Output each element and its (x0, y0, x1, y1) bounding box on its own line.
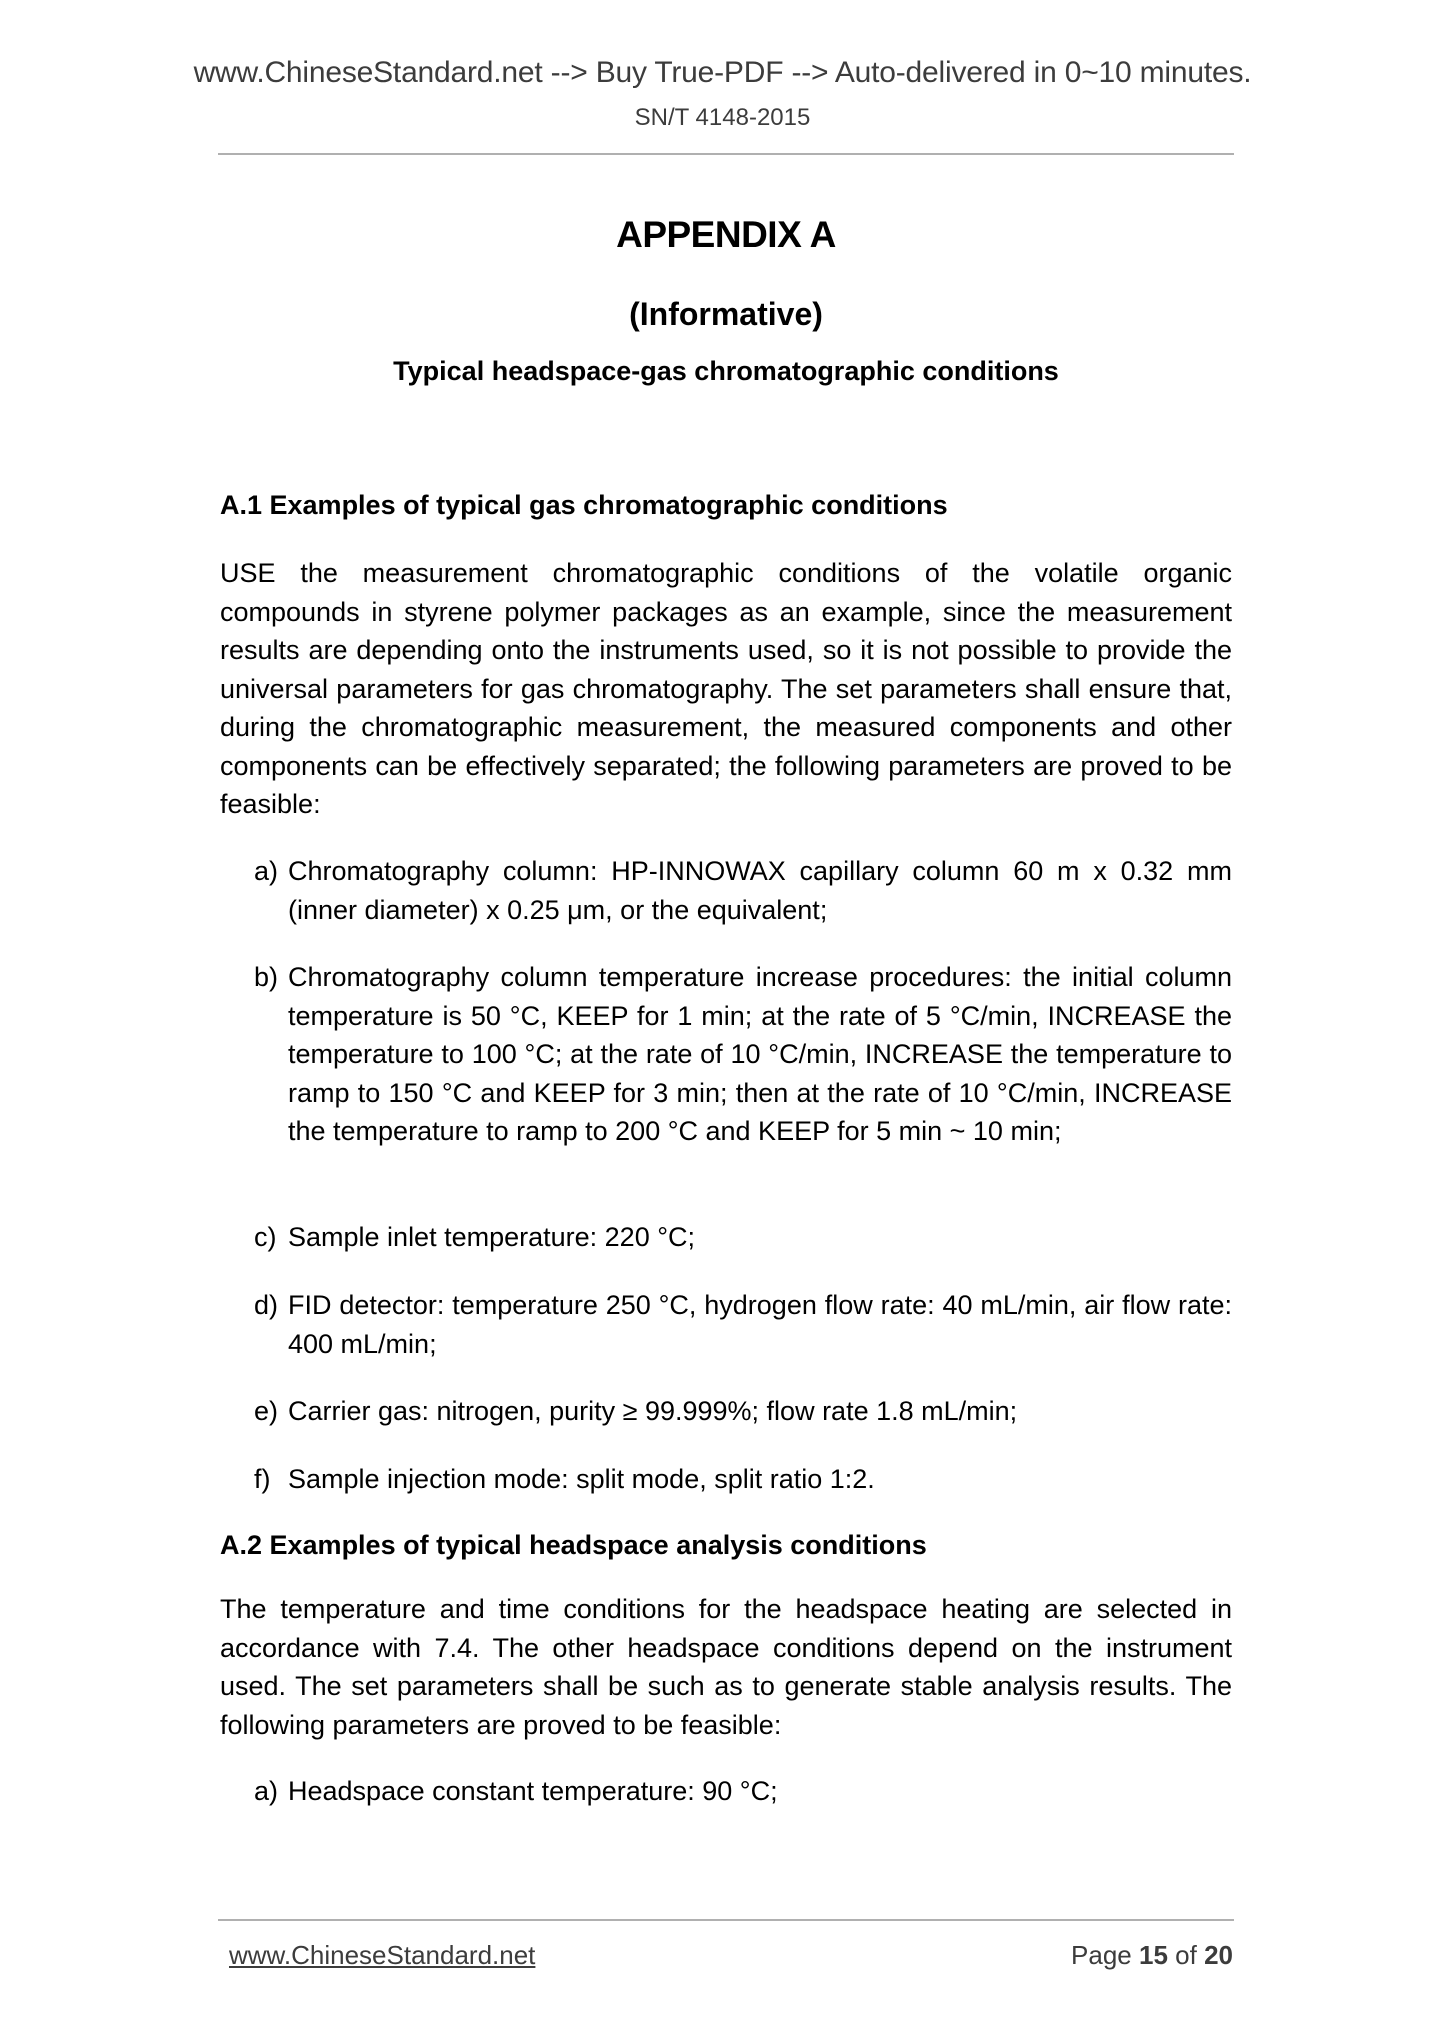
list-text: Headspace constant temperature: 90 °C; (288, 1776, 778, 1806)
page-of: of (1175, 1940, 1197, 1970)
footer-website-link[interactable]: www.ChineseStandard.net (229, 1940, 536, 1970)
footer-divider (218, 1919, 1234, 1921)
list-marker: f) (254, 1464, 271, 1494)
appendix-caption: Typical headspace-gas chromatographic conditions (393, 356, 1059, 386)
page-total: 20 (1204, 1940, 1233, 1970)
list-marker: e) (254, 1396, 279, 1426)
list-item-a1-d (254, 1286, 1232, 1363)
page-prefix: Page (1071, 1940, 1132, 1970)
list-marker: a) (254, 856, 279, 886)
list-text: Chromatography column temperature increase procedures: the initial column temperature is 50 °C, KEEP for 1 min; at the rate of 5 °C/min, INCREASE the temperature to 100 °C; at the rate of 10 °C/min, INCREASE the temperature to ramp to 150 °C and KEEP for 3 min; then at the rate of 10 °C/min, INCREASE the temperature to ramp to 200 °C and KEEP for 5 min ~ 10 min; (288, 962, 1232, 1146)
header-banner: www.ChineseStandard.net --> Buy True-PDF --> Auto-delivered in 0~10 minutes. (193, 56, 1252, 89)
list-text: Chromatography column: HP-INNOWAX capillary column 60 m x 0.32 mm (inner diameter) x 0.25 μm, or the equivalent; (288, 856, 1232, 925)
document-id: SN/T 4148-2015 (634, 104, 811, 131)
list-text: Carrier gas: nitrogen, purity ≥ 99.999%; flow rate 1.8 mL/min; (288, 1396, 1018, 1426)
list-text: Sample injection mode: split mode, split ratio 1:2. (288, 1464, 875, 1494)
list-item-a1-c (254, 1218, 1232, 1257)
header-divider (218, 153, 1234, 155)
list-text: Sample inlet temperature: 220 °C; (288, 1222, 696, 1252)
list-marker: b) (254, 962, 279, 992)
section-paragraph-a1: USE the measurement chromatographic conditions of the volatile organic compounds in styrene polymer packages as an example, since the measurement results are depending onto the instruments used, so it is not possible to provide the universal parameters for gas chromatography. The set parameters shall ensure that, during the chromatographic measurement, the measured components and other components can be effectively separated; the following parameters are proved to be feasible: (220, 558, 1232, 819)
list-item-a1-f (254, 1460, 1232, 1499)
list-marker: c) (254, 1222, 277, 1252)
section-heading-a2: A.2 Examples of typical headspace analysis conditions (220, 1530, 927, 1560)
page-number (1071, 1940, 1233, 1971)
appendix-subtitle: (Informative) (629, 296, 823, 332)
section-heading-a1: A.1 Examples of typical gas chromatographic conditions (220, 490, 948, 520)
list-item-a2-a (254, 1772, 1232, 1811)
list-item-a1-a (254, 852, 1232, 929)
list-marker: d) (254, 1290, 279, 1320)
appendix-title: APPENDIX A (616, 214, 836, 255)
list-marker: a) (254, 1776, 279, 1806)
list-item-a1-b (254, 958, 1232, 1151)
list-item-a1-e (254, 1392, 1232, 1431)
list-text: FID detector: temperature 250 °C, hydrogen flow rate: 40 mL/min, air flow rate: 400 mL/min; (288, 1290, 1232, 1359)
page-current: 15 (1139, 1940, 1168, 1970)
section-paragraph-a2: The temperature and time conditions for the headspace heating are selected in accordance with 7.4. The other headspace conditions depend on the instrument used. The set parameters shall be such as to generate stable analysis results. The following parameters are proved to be feasible: (220, 1594, 1232, 1740)
